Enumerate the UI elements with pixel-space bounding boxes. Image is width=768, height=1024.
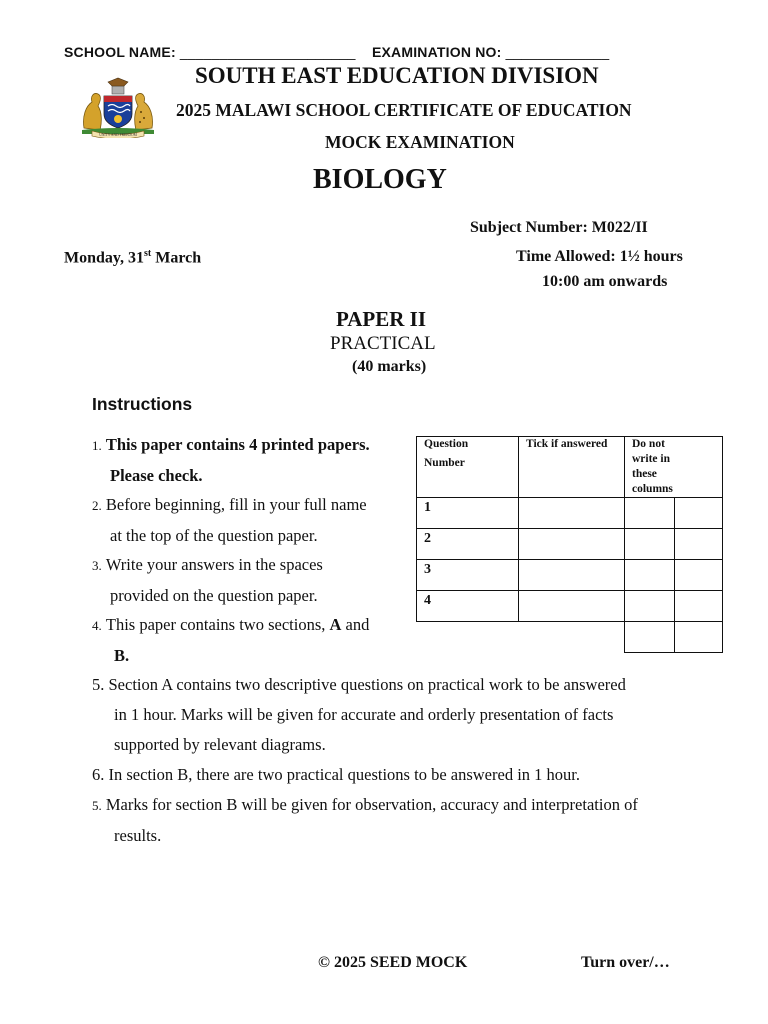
- tick-cell[interactable]: [519, 591, 625, 622]
- instruction-item-7: 5. Marks for section B will be given for observation, accuracy and interpretation of results.: [92, 795, 638, 845]
- examiner-total-cell: [625, 622, 675, 653]
- school-info-line: [64, 44, 609, 60]
- instruction-item-2: 2. Before beginning, fill in your full name at the top of the question paper.: [92, 495, 367, 545]
- school-name-label: SCHOOL NAME:: [64, 44, 176, 60]
- instructions-heading: Instructions: [92, 394, 193, 414]
- table-total-row: [417, 622, 723, 653]
- exam-no-field[interactable]: _____________: [505, 44, 610, 60]
- exam-no-label: EXAMINATION NO:: [371, 44, 502, 60]
- table-row: [417, 529, 723, 560]
- table-header-do-not-write: Do not write in these columns: [625, 437, 723, 498]
- tick-cell[interactable]: [519, 529, 625, 560]
- table-header-question-number: Question Number: [417, 437, 519, 498]
- subject-title: BIOLOGY: [313, 164, 447, 195]
- paper-type: PRACTICAL: [330, 333, 436, 354]
- certificate-title: 2025 MALAWI SCHOOL CERTIFICATE OF EDUCATION: [176, 100, 632, 120]
- examiner-total-cell: [675, 622, 723, 653]
- table-header-tick: Tick if answered: [519, 437, 625, 498]
- examiner-cell: [675, 591, 723, 622]
- instruction-item-6: 6. In section B, there are two practical questions to be answered in 1 hour.: [92, 765, 580, 784]
- table-row: [417, 498, 723, 529]
- turn-over-note: Turn over/…: [581, 954, 670, 971]
- exam-type-title: MOCK EXAMINATION: [325, 132, 515, 152]
- instruction-item-5: 5. Section A contains two descriptive questions on practical work to be answered in 1 hour. Marks will be given for accurate and orderly presentation of facts supported by relevant diagrams.: [92, 675, 626, 754]
- examiner-cell: [675, 529, 723, 560]
- tick-cell[interactable]: [519, 560, 625, 591]
- exam-date: Monday, 31st March: [64, 248, 202, 267]
- school-name-field[interactable]: ______________________: [179, 44, 356, 60]
- question-number-cell: 3: [417, 560, 519, 591]
- examiner-cell: [675, 560, 723, 591]
- examiner-cell: [625, 591, 675, 622]
- table-row: [417, 591, 723, 622]
- question-number-cell: 2: [417, 529, 519, 560]
- svg-text:UNITY AND FREEDOM: UNITY AND FREEDOM: [99, 133, 137, 137]
- malawi-coat-of-arms-logo: [78, 76, 158, 138]
- instruction-item-3: 3. Write your answers in the spaces provided on the question paper.: [92, 555, 323, 605]
- time-allowed: Time Allowed: 1½ hours: [516, 248, 683, 265]
- paper-name: PAPER II: [336, 307, 427, 331]
- copyright-notice: © 2025 SEED MOCK: [318, 954, 468, 971]
- question-number-cell: 4: [417, 591, 519, 622]
- tick-cell[interactable]: [519, 498, 625, 529]
- division-title: SOUTH EAST EDUCATION DIVISION: [195, 63, 599, 88]
- instruction-item-1: 1. This paper contains 4 printed papers. Please check.: [92, 435, 370, 485]
- examiner-cell: [625, 529, 675, 560]
- table-row: [417, 560, 723, 591]
- examiner-cell: [625, 560, 675, 591]
- subject-number: Subject Number: M022/II: [470, 219, 648, 236]
- instruction-item-4: 4. This paper contains two sections, A and B.: [92, 615, 370, 665]
- examiner-cell: [625, 498, 675, 529]
- examiner-cell: [675, 498, 723, 529]
- question-number-cell: 1: [417, 498, 519, 529]
- start-time: 10:00 am onwards: [542, 273, 668, 290]
- answer-tracking-table: [416, 436, 723, 653]
- paper-marks: (40 marks): [352, 358, 427, 375]
